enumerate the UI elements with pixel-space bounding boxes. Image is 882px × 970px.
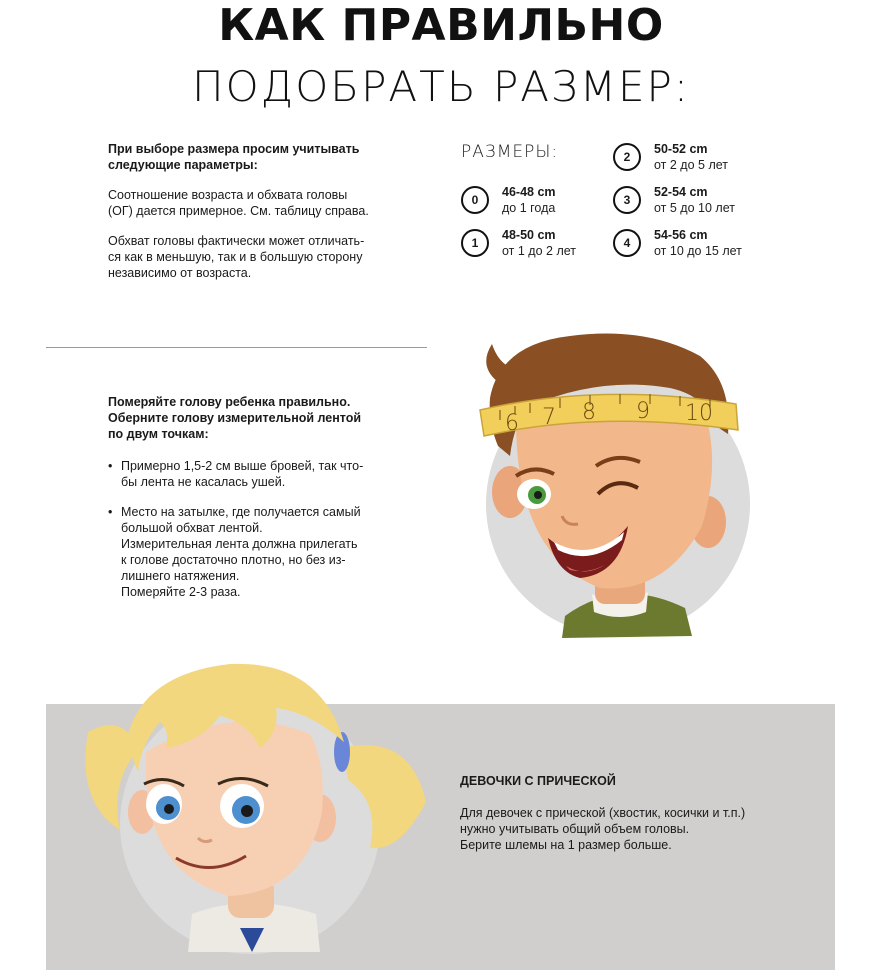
girl-illustration [80,652,440,962]
section-divider [46,347,427,348]
size-age: от 5 до 10 лет [654,201,735,215]
intro-paragraph-2: Обхват головы фактически может отличать- ся как в меньшую, так и в большую сторону независимо от возраста. [108,234,365,280]
measure-section [108,394,366,614]
intro-paragraph-1: Соотношение возраста и обхвата головы (ОГ) дается примерное. См. таблицу справа. [108,188,369,218]
girls-description: Для девочек с прической (хвостик, косички и т.п.) нужно учитывать общий объем головы. Берите шлемы на 1 размер больше. [460,806,746,852]
intro-section [108,141,373,281]
tape-label: 9 [636,399,650,424]
boy-measuring-illustration [470,326,770,646]
size-age: от 1 до 2 лет [502,244,576,258]
list-item: • Примерно 1,5-2 см выше бровей, так что- бы лента не касалась ушей. [108,458,366,490]
size-cm: 52-54 cm [654,185,708,199]
tape-label: 10 [685,401,713,426]
list-item: • Место на затылке, где получается самый большой обхват лентой. Измерительная лента должна прилегать к голове достаточно плотно, но без из- лишнего натяжения. Померяйте 2-3 раза. [108,504,366,600]
size-number-badge: 3 [613,186,641,214]
measure-list [108,458,366,600]
size-cm: 46-48 cm [502,185,556,199]
size-item-0 [461,184,556,216]
intro-heading: При выборе размера просим учитывать следующие параметры: [108,142,360,172]
size-age: до 1 года [502,201,556,215]
size-number-badge: 0 [461,186,489,214]
tape-label: 6 [505,411,519,436]
size-cm: 50-52 cm [654,142,708,156]
size-item-3 [613,184,735,216]
size-cm: 48-50 cm [502,228,556,242]
size-number-badge: 4 [613,229,641,257]
measure-heading: Померяйте голову ребенка правильно. Оберните голову измерительной лентой по двум точкам: [108,395,362,441]
size-age: от 10 до 15 лет [654,244,742,258]
page-subtitle: ПОДОБРАТЬ РАЗМЕР: [191,62,691,111]
tape-label: 7 [542,405,556,430]
size-number-badge: 1 [461,229,489,257]
page-title: КАК ПРАВИЛЬНО [218,0,664,51]
girls-heading: ДЕВОЧКИ С ПРИЧЕСКОЙ [460,774,616,788]
tape-label: 8 [582,400,596,425]
size-item-1 [461,227,576,259]
size-number-badge: 2 [613,143,641,171]
size-cm: 54-56 cm [654,228,708,242]
size-item-4 [613,227,742,259]
size-age: от 2 до 5 лет [654,158,728,172]
sizes-heading: РАЗМЕРЫ: [461,142,559,162]
size-item-2 [613,141,728,173]
